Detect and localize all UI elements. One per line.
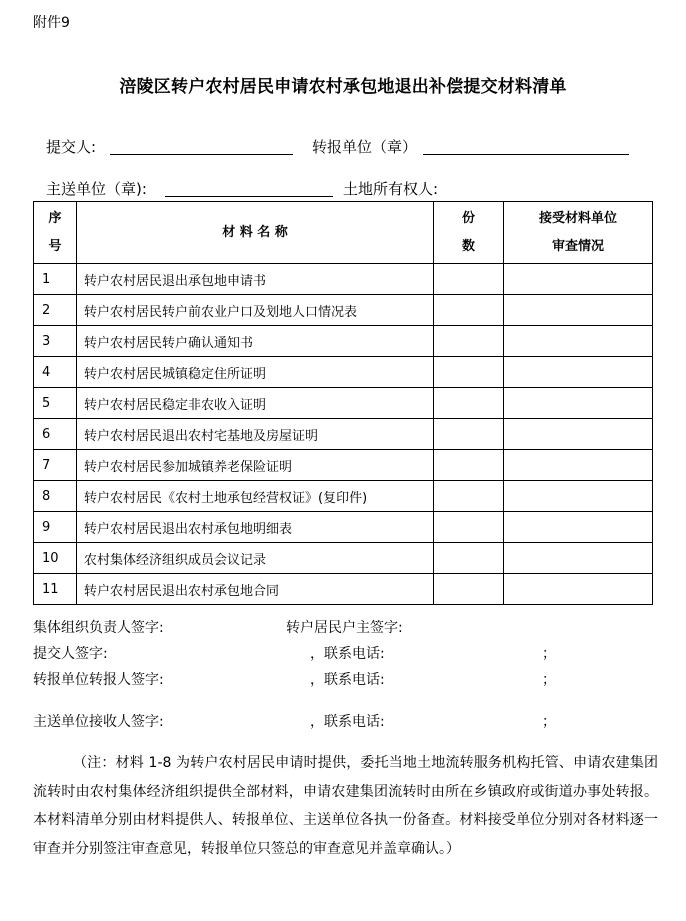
header-copies xyxy=(434,202,504,264)
row-review-cell[interactable] xyxy=(504,481,653,512)
header-review xyxy=(504,202,653,264)
row-material-name: 转户农村居民退出农村承包地合同 xyxy=(77,574,434,605)
table-row xyxy=(34,264,653,295)
row-review-cell[interactable] xyxy=(504,326,653,357)
header-no-line1: 序 xyxy=(48,210,62,226)
row-material-name: 转户农村居民稳定非农收入证明 xyxy=(77,388,434,419)
table-row xyxy=(34,450,653,481)
row-review-cell[interactable] xyxy=(504,512,653,543)
submitter-semicolon: ； xyxy=(542,646,556,662)
table-row xyxy=(34,295,653,326)
row-number: 3 xyxy=(34,326,77,357)
footnote: （注：材料 1-8 为转户农村居民申请时提供，委托当地土地流转服务机构托管、申请农建集团流转时由农村集体经济组织提供全部材料，申请农建集团流转时由所在乡镇政府或街道办事处转报。本材料清单分别由材料提供人、转报单位、主送单位各执一份备查。材料接受单位分别对各材料逐一审查并分别签注审查意见，转报单位只签总的审查意见并盖章确认。） xyxy=(33,755,658,857)
row-review-cell[interactable] xyxy=(504,574,653,605)
row-review-cell[interactable] xyxy=(504,419,653,450)
row-review-cell[interactable] xyxy=(504,388,653,419)
header-copies-line1: 份 xyxy=(461,210,475,226)
row-review-cell[interactable] xyxy=(504,357,653,388)
header-material-name: 材 料 名 称 xyxy=(77,202,434,264)
reporting-unit-label: 转报单位（章） xyxy=(312,138,418,156)
row-number: 11 xyxy=(34,574,77,605)
table-row xyxy=(34,481,653,512)
row-copies-cell[interactable] xyxy=(434,388,504,419)
row-review-cell[interactable] xyxy=(504,450,653,481)
row-number: 6 xyxy=(34,419,77,450)
table-row xyxy=(34,512,653,543)
row-number: 1 xyxy=(34,264,77,295)
land-owner-label: 土地所有权人: xyxy=(343,180,439,198)
submitter-signature-label: 提交人签字: xyxy=(33,646,108,662)
receiver-semicolon: ； xyxy=(542,714,556,730)
collective-leader-signature-label: 集体组织负责人签字: xyxy=(33,620,164,636)
table-header-row xyxy=(34,202,653,264)
row-copies-cell[interactable] xyxy=(434,512,504,543)
row-copies-cell[interactable] xyxy=(434,450,504,481)
row-material-name: 转户农村居民转户前农业户口及划地人口情况表 xyxy=(77,295,434,326)
row-number: 10 xyxy=(34,543,77,574)
row-material-name: 转户农村居民《农村土地承包经营权证》(复印件) xyxy=(77,481,434,512)
main-sending-unit-label: 主送单位（章): xyxy=(46,180,147,198)
row-material-name: 转户农村居民退出农村宅基地及房屋证明 xyxy=(77,419,434,450)
row-copies-cell[interactable] xyxy=(434,574,504,605)
row-review-cell[interactable] xyxy=(504,264,653,295)
receiver-signature-label: 主送单位接收人签字: xyxy=(33,714,164,730)
row-copies-cell[interactable] xyxy=(434,419,504,450)
row-review-cell[interactable] xyxy=(504,543,653,574)
row-copies-cell[interactable] xyxy=(434,543,504,574)
header-no xyxy=(34,202,77,264)
row-copies-cell[interactable] xyxy=(434,295,504,326)
submitter-underline[interactable] xyxy=(110,154,293,155)
table-row xyxy=(34,388,653,419)
table-row xyxy=(34,574,653,605)
submitter-phone-label: ，联系电话: xyxy=(310,646,385,662)
receiver-phone-label: ，联系电话: xyxy=(310,714,385,730)
row-review-cell[interactable] xyxy=(504,295,653,326)
table-row xyxy=(34,326,653,357)
row-number: 7 xyxy=(34,450,77,481)
reporting-agent-phone-label: ，联系电话: xyxy=(310,672,385,688)
table-row xyxy=(34,419,653,450)
header-copies-line2: 数 xyxy=(461,238,475,254)
materials-table xyxy=(33,201,653,605)
row-number: 2 xyxy=(34,295,77,326)
reporting-agent-semicolon: ； xyxy=(542,672,556,688)
table-row xyxy=(34,357,653,388)
row-material-name: 农村集体经济组织成员会议记录 xyxy=(77,543,434,574)
header-no-line2: 号 xyxy=(48,238,62,254)
main-sending-unit-underline[interactable] xyxy=(165,196,333,197)
row-copies-cell[interactable] xyxy=(434,357,504,388)
submitter-label: 提交人: xyxy=(46,138,97,156)
row-number: 9 xyxy=(34,512,77,543)
annex-label: 附件9 xyxy=(33,15,70,31)
row-number: 8 xyxy=(34,481,77,512)
row-material-name: 转户农村居民退出农村承包地明细表 xyxy=(77,512,434,543)
document-title: 涪陵区转户农村居民申请农村承包地退出补偿提交材料清单 xyxy=(119,77,567,97)
row-copies-cell[interactable] xyxy=(434,326,504,357)
household-head-signature-label: 转户居民户主签字: xyxy=(286,620,403,636)
row-material-name: 转户农村居民转户确认通知书 xyxy=(77,326,434,357)
reporting-unit-underline[interactable] xyxy=(423,154,629,155)
row-number: 5 xyxy=(34,388,77,419)
row-material-name: 转户农村居民参加城镇养老保险证明 xyxy=(77,450,434,481)
row-material-name: 转户农村居民退出承包地申请书 xyxy=(77,264,434,295)
reporting-agent-signature-label: 转报单位转报人签字: xyxy=(33,672,164,688)
row-material-name: 转户农村居民城镇稳定住所证明 xyxy=(77,357,434,388)
row-copies-cell[interactable] xyxy=(434,264,504,295)
row-number: 4 xyxy=(34,357,77,388)
row-copies-cell[interactable] xyxy=(434,481,504,512)
header-review-line2: 审查情况 xyxy=(551,238,604,254)
header-review-line1: 接受材料单位 xyxy=(538,210,617,226)
table-row xyxy=(34,543,653,574)
